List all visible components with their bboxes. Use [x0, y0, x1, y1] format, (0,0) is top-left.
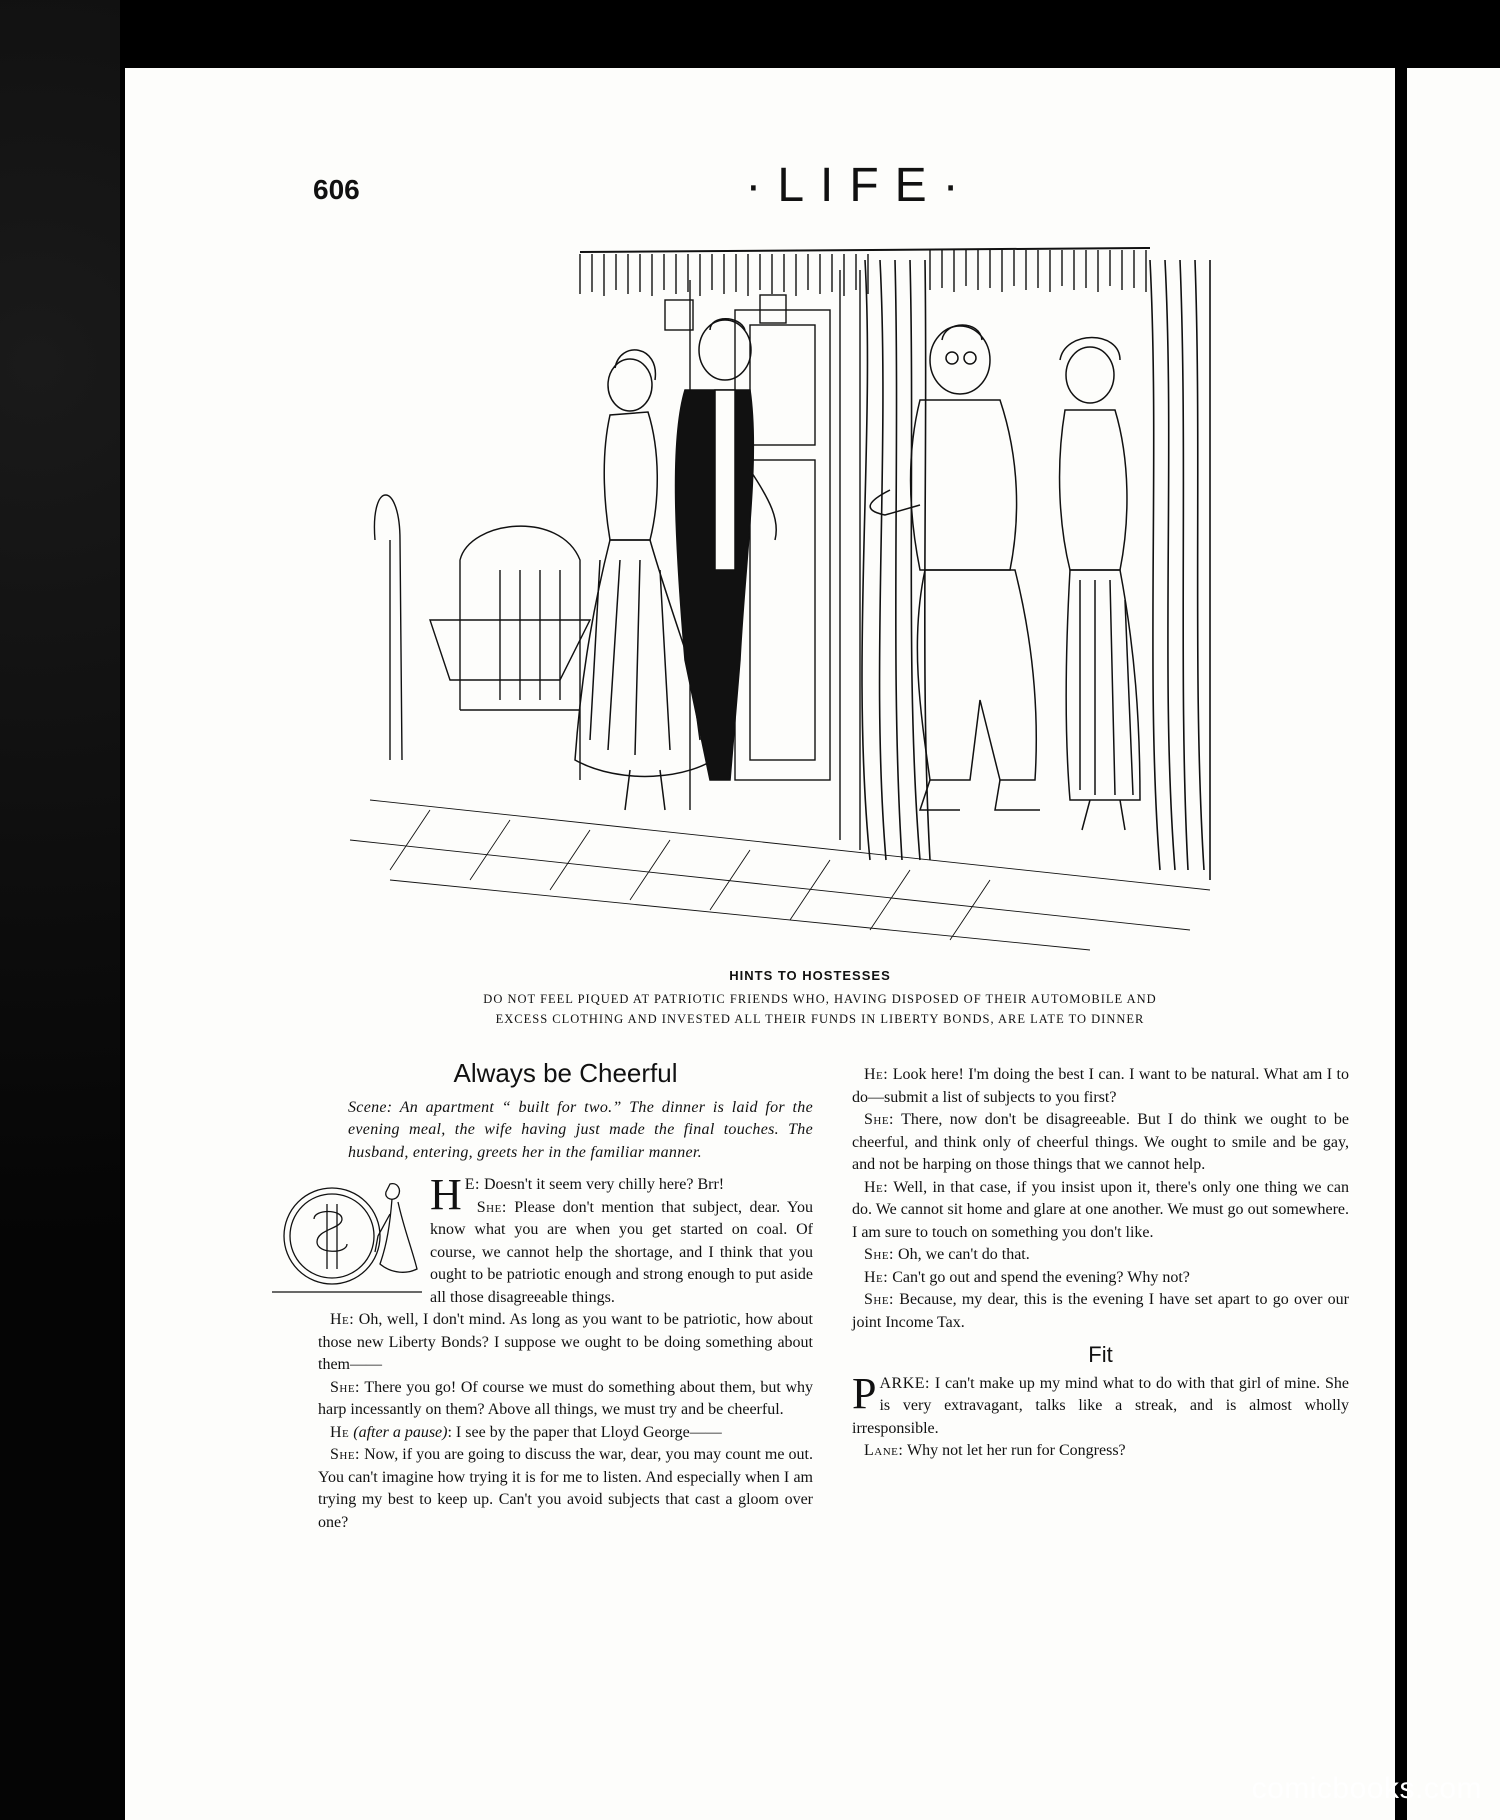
paragraph-7	[852, 1064, 1349, 1109]
speaker-label: He:	[864, 1066, 889, 1083]
speaker-label: He:	[864, 1178, 889, 1196]
paragraph-9	[852, 1177, 1349, 1245]
drop-cap-h: H	[430, 1170, 462, 1219]
caption-title: HINTS TO HOSTESSES	[729, 968, 891, 983]
dialogue-text: There, now don't be disagreeable. But I do think we ought to be cheerful, and think only of cheerful things. We ought to smile and be gay, and not be harping on those things that we cannot help.	[852, 1111, 1349, 1173]
article-column-left	[318, 1058, 813, 1534]
caption-line-1: DO NOT FEEL PIQUED AT PATRIOTIC FRIENDS WHO, HAVING DISPOSED OF THEIR AUTOMOBILE AND	[483, 992, 1157, 1006]
dialogue-text: I can't make up my mind what to do with that girl of mine. She is very extravagant, talks like a streak, and is almost wholly irresponsible.	[852, 1374, 1349, 1437]
dialogue-text: There you go! Of course we must do something about them, but why harp incessantly on them? Above all things, we must try and be cheerful.	[318, 1378, 813, 1418]
dialogue-text: Now, if you are going to discuss the war, dear, you may count me out. You can't imagine how trying it is for me to listen. And especially when I am trying my best to keep up. Can't you avoid subjects that cast a gloom over one?	[318, 1446, 813, 1531]
dialogue-text: Because, my dear, this is the evening I have set apart to go over our joint Income Tax.	[852, 1291, 1349, 1331]
caption-line-2: EXCESS CLOTHING AND INVESTED ALL THEIR FUNDS IN LIBERTY BONDS, ARE LATE TO DINNER	[495, 1012, 1145, 1026]
paragraph-4	[318, 1377, 813, 1422]
speaker-label: She:	[330, 1446, 361, 1463]
speaker-label: He:	[330, 1311, 355, 1328]
dialogue-text: Look here! I'm doing the best I can. I want to be natural. What am I to do—submit a list of subjects to you first?	[852, 1066, 1349, 1106]
scan-border	[0, 0, 120, 1820]
speaker-label: She:	[476, 1198, 507, 1216]
coin-rolling-vignette	[272, 1174, 422, 1304]
page-number: 606	[313, 174, 360, 205]
dialogue-opening	[318, 1170, 813, 1309]
speaker-label: E:	[464, 1176, 480, 1193]
speaker-label: He	[330, 1423, 350, 1441]
scene-direction: Scene: An apartment “ built for two.” The dinner is laid for the evening meal, the wife having just made the final touches. The husband, entering, greets her in the familiar manner.	[348, 1098, 813, 1161]
fit-title: Fit	[1088, 1342, 1113, 1367]
dialogue-text: : I see by the paper that Lloyd George——	[447, 1423, 722, 1441]
drop-cap-p: P	[852, 1368, 877, 1418]
dialogue-text: Oh, we can't do that.	[894, 1246, 1030, 1263]
curtain-right	[1150, 260, 1210, 880]
facing-page-edge	[1407, 68, 1500, 1820]
dialogue-text: Please don't mention that subject, dear. You know what you are when you get started on coal. Of course, we cannot help the shortage, and I think that you ought to be patriotic enough and strong enough to put aside all those disagreeable things.	[430, 1198, 813, 1306]
paragraph-5	[318, 1422, 813, 1445]
speaker-label: She:	[864, 1291, 895, 1308]
dialogue-text: Can't go out and spend the evening? Why not?	[888, 1268, 1190, 1286]
fit-paragraph-2	[852, 1440, 1349, 1463]
chairs	[374, 495, 590, 780]
speaker-label: He:	[864, 1268, 889, 1286]
speaker-label: ARKE:	[879, 1374, 930, 1392]
speaker-label: She:	[330, 1378, 361, 1396]
fit-paragraph-1	[852, 1368, 1349, 1441]
masthead: ·LIFE·	[745, 159, 975, 212]
paragraph-6	[318, 1444, 813, 1534]
speaker-label: She:	[864, 1111, 895, 1128]
dialogue-text: Why not let her run for Congress?	[903, 1442, 1126, 1459]
floor-hatching	[350, 800, 1210, 950]
article-title: Always be Cheerful	[453, 1058, 678, 1088]
speaker-label: She:	[864, 1246, 895, 1263]
curtain-left	[862, 260, 930, 860]
woman-right	[1060, 338, 1140, 831]
paragraph-3	[318, 1309, 813, 1377]
paragraph-11	[852, 1267, 1349, 1290]
cartoon-illustration	[330, 240, 1330, 960]
door	[735, 310, 830, 780]
dialogue-text: Well, in that case, if you insist upon it, there's only one thing we can do. We cannot sit home and glare at one another. We must go out somewhere. I am sure to touch on something you don't like.	[852, 1178, 1349, 1241]
dialogue-text: Doesn't it seem very chilly here? Brr!	[480, 1176, 725, 1193]
dialogue-text: Oh, well, I don't mind. As long as you want to be patriotic, how about those new Liberty Bonds? I suppose we ought to be doing something about them——	[318, 1311, 813, 1373]
paragraph-12	[852, 1289, 1349, 1334]
paragraph-8	[852, 1109, 1349, 1177]
stage-direction: (after a pause)	[353, 1423, 448, 1441]
article-column-right	[852, 1064, 1349, 1463]
paragraph-10	[852, 1244, 1349, 1267]
speaker-label: Lane:	[864, 1442, 904, 1459]
site-watermark: comicbooks.com	[1251, 1772, 1482, 1805]
